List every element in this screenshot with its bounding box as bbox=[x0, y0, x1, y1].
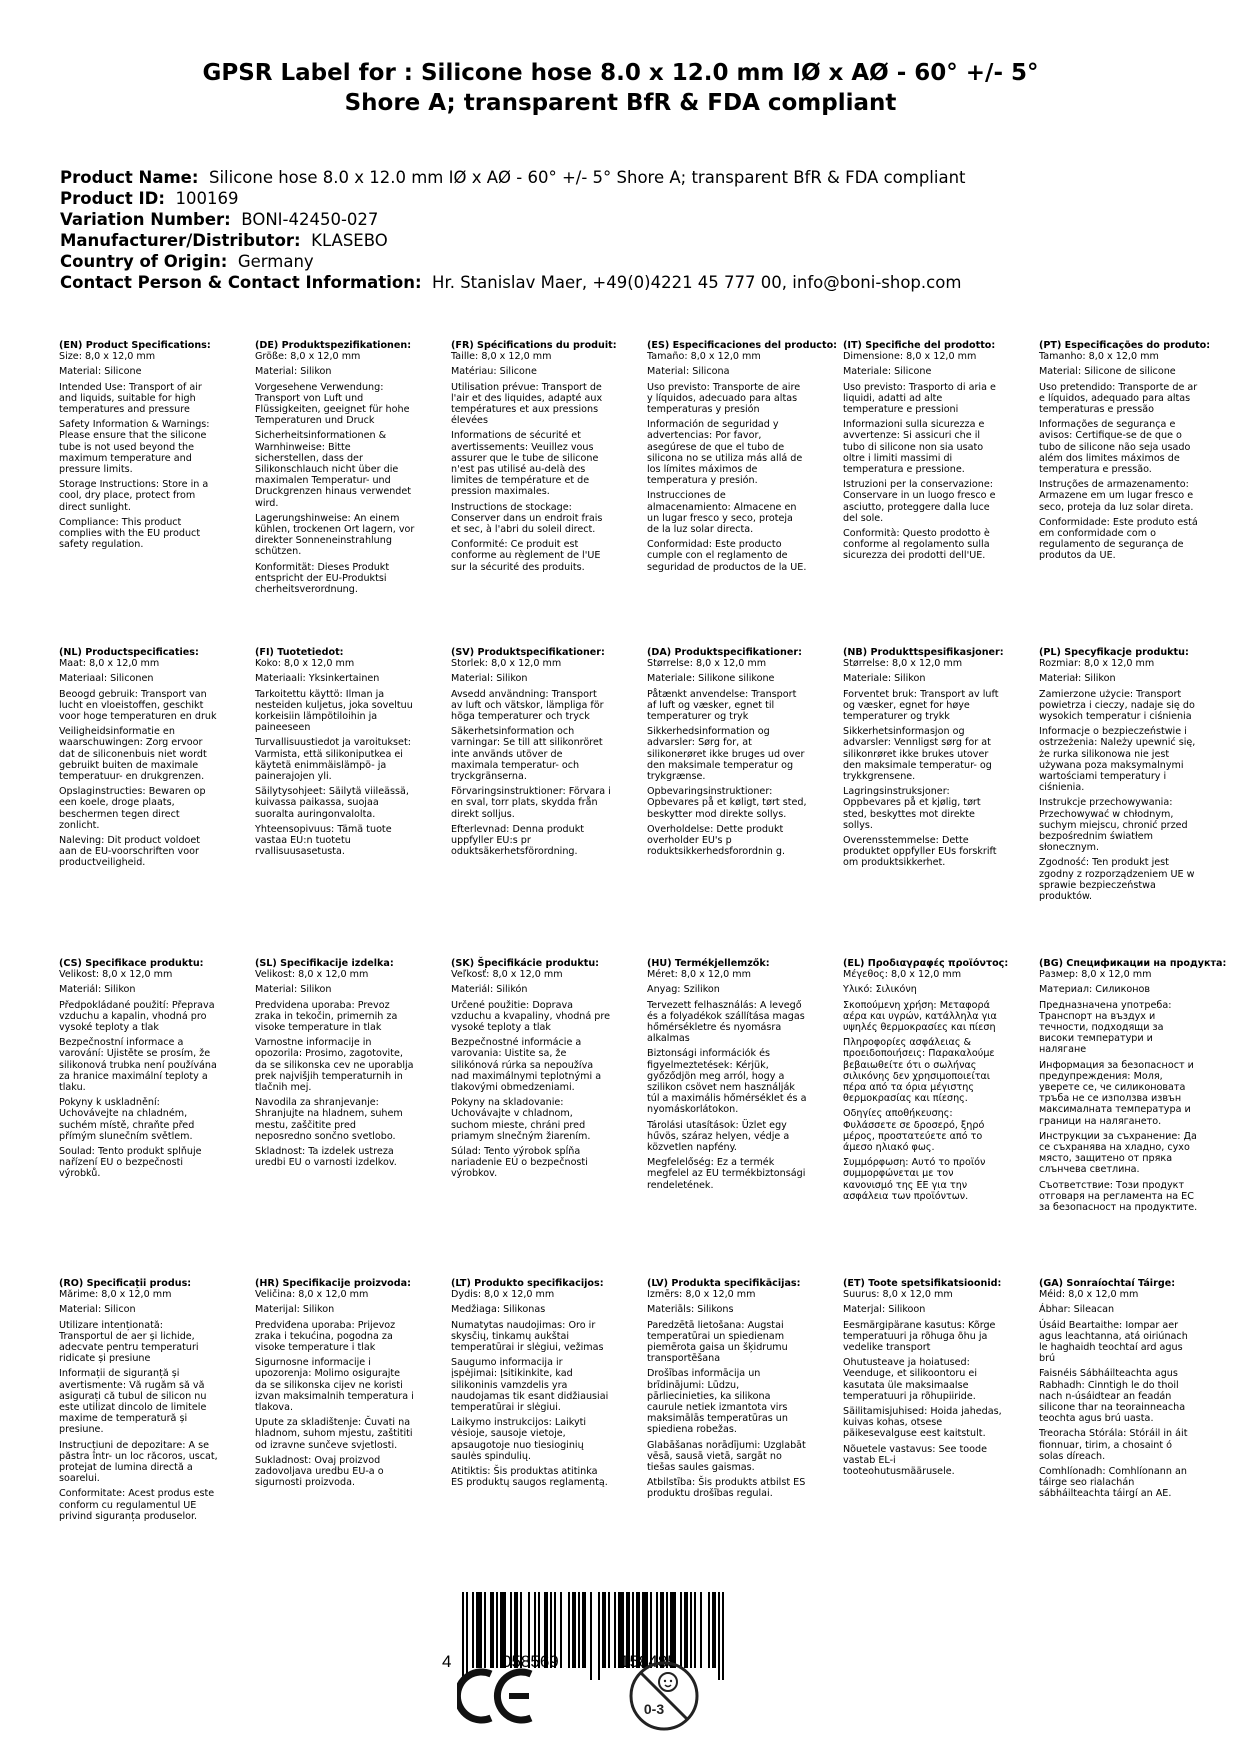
spec-paragraph: Materiāls: Silikons bbox=[647, 1304, 734, 1316]
spec-paragraph: Material: Silicon bbox=[59, 1304, 136, 1316]
spec-block bbox=[59, 958, 219, 1184]
spec-paragraph: Materiał: Silikon bbox=[1039, 673, 1116, 685]
spec-paragraph: Yhteensopivuus: Tämä tuote vastaa EU:n tuotetu rvallisuusasetusta. bbox=[255, 823, 392, 858]
spec-paragraph: Lagringsinstruksjoner: Oppbevares på et kjølig, tørt sted, beskyttes mot direkte sollys. bbox=[843, 786, 981, 831]
spec-paragraph: Materiál: Silikón bbox=[451, 984, 528, 996]
spec-heading: (HR) Specifikacije proizvoda: bbox=[255, 1278, 411, 1289]
ce-mark-svg bbox=[457, 1666, 537, 1726]
spec-paragraph: Saugumo informacija ir įspėjimai: Įsitikinkite, kad silikoninis vamzdelis yra naudojamas tik esant didžiausiai temperatūrai ir slėgiui. bbox=[451, 1357, 609, 1414]
spec-paragraph: Pokyny k uskladnění: Uchovávejte na chladném, suchém místě, chraňte před přímým slunečním světlem. bbox=[59, 1097, 195, 1142]
spec-paragraph: Material: Silikon bbox=[451, 673, 528, 685]
barcode-bar bbox=[484, 1592, 486, 1668]
spec-paragraph: Tamaño: 8,0 x 12,0 mm bbox=[647, 351, 761, 363]
spec-paragraph: Bezpečnostní informace a varování: Ujistěte se prosím, že silikonová trubka není používána za hranice maximální teploty a tlaku. bbox=[59, 1037, 217, 1094]
spec-paragraph: Izmērs: 8,0 x 12,0 mm bbox=[647, 1289, 756, 1301]
spec-paragraph: Materiale: Silikone silikone bbox=[647, 673, 775, 685]
spec-heading: (ET) Toote spetsifikatsioonid: bbox=[843, 1278, 1002, 1289]
age-warning-icon bbox=[628, 1660, 700, 1732]
spec-paragraph: Maat: 8,0 x 12,0 mm bbox=[59, 658, 160, 670]
spec-block bbox=[647, 647, 807, 861]
spec-paragraph: Материал: Силиконов bbox=[1039, 984, 1151, 996]
spec-paragraph: Materiale: Silikon bbox=[843, 673, 926, 685]
spec-paragraph: Instructions de stockage: Conserver dans un endroit frais et sec, à l'abri du soleil direct. bbox=[451, 501, 603, 536]
spec-paragraph: Eesmärgipärane kasutus: Kõrge temperatuuri ja rõhuga õhu ja vedelike transport bbox=[843, 1319, 996, 1354]
spec-paragraph: Informacje o bezpieczeństwie i ostrzeżenia: Należy upewnić się, że rurka silikonowa nie jest używana poza maksymalnymi wartościami temperatury i ciśnienia. bbox=[1039, 726, 1196, 794]
spec-paragraph: Информация за безопасност и предупреждения: Моля, уверете се, че силиконовата тръба не се използва извън максималната температура и граници на налягането. bbox=[1039, 1059, 1194, 1127]
spec-paragraph: Materjal: Silikoon bbox=[843, 1304, 926, 1316]
spec-block bbox=[647, 340, 838, 577]
spec-block bbox=[255, 1278, 415, 1492]
spec-paragraph: Súlad: Tento výrobok spĺňa nariadenie EÚ o bezpečnosti výrobkov. bbox=[451, 1146, 588, 1180]
spec-paragraph: Forventet bruk: Transport av luft og væsker, egnet for høye temperaturer og trykk bbox=[843, 688, 999, 723]
spec-paragraph: Vorgesehene Verwendung: Transport von Luft und Flüssigkeiten, geeignet für hohe Temperaturen und Druck bbox=[255, 381, 410, 427]
spec-paragraph: Utilisation prévue: Transport de l'air et des liquides, adapté aux températures et aux pressions élevées bbox=[451, 381, 603, 427]
spec-heading: (HU) Termékjellemzők: bbox=[647, 958, 770, 969]
spec-heading: (EL) Προδιαγραφές προϊόντος: bbox=[843, 958, 1009, 969]
spec-paragraph: Předpokládané použití: Přeprava vzduchu a kapalin, vhodná pro vysoké teploty a tlak bbox=[59, 999, 215, 1034]
spec-paragraph: Avsedd användning: Transport av luft och vätskor, lämpliga för höga temperaturer och tryck bbox=[451, 688, 604, 723]
spec-paragraph: Πληροφορίες ασφάλειας & προειδοποιήσεις: Παρακαλούμε βεβαιωθείτε ότι ο σωλήνας σιλικόνης δεν χρησιμοποιείται πέρα από τα όρια μέγιστης θερμοκρασίας και πίεσης. bbox=[843, 1037, 995, 1105]
barcode-bar bbox=[572, 1592, 576, 1668]
spec-paragraph: Tamanho: 8,0 x 12,0 mm bbox=[1039, 351, 1159, 363]
spec-paragraph: Comhlíonadh: Comhlíonann an táirge seo rialachán sábháilteachta táirgí an AE. bbox=[1039, 1466, 1187, 1500]
spec-block bbox=[647, 958, 807, 1195]
spec-paragraph: Zamierzone użycie: Transport powietrza i cieczy, nadaje się do wysokich temperatur i ciśnienia bbox=[1039, 688, 1195, 723]
contact-row: Contact Person & Contact Information: Hr. Stanislav Maer, +49(0)4221 45 777 00, info@boni-shop.com bbox=[60, 273, 962, 292]
spec-paragraph: Υλικό: Σιλικόνη bbox=[843, 984, 917, 996]
barcode-bar bbox=[602, 1592, 606, 1668]
variation-number-row: Variation Number: BONI-42450-027 bbox=[60, 210, 379, 229]
spec-block bbox=[451, 647, 611, 861]
spec-paragraph: Οδηγίες αποθήκευσης: Φυλάσσετε σε δροσερό, ξηρό μέρος, προστατεύετε από το άμεσο ηλιακό φως. bbox=[843, 1108, 985, 1154]
spec-block bbox=[647, 1278, 807, 1504]
spec-heading: (NB) Produkttspesifikasjoner: bbox=[843, 647, 1004, 658]
spec-paragraph: Materiaal: Siliconen bbox=[59, 673, 154, 685]
barcode-bar bbox=[598, 1592, 600, 1680]
barcode-bar bbox=[712, 1592, 716, 1668]
spec-paragraph: Veiligheidsinformatie en waarschuwingen: Zorg ervoor dat de siliconenbuis niet wordt gebruikt buiten de maximale temperatuur- en drukgrenzen. bbox=[59, 726, 207, 783]
spec-block bbox=[1039, 958, 1227, 1217]
spec-paragraph: Materiál: Silikon bbox=[59, 984, 136, 996]
product-name-row: Product Name: Silicone hose 8.0 x 12.0 mm IØ x AØ - 60° +/- 5° Shore A; transparent BfR & FDA compliant bbox=[60, 168, 966, 187]
spec-paragraph: Información de seguridad y advertencias: Por favor, asegúrese de que el tubo de silicona no se utiliza más allá de los límites máximos de temperatura y presión. bbox=[647, 419, 803, 487]
spec-paragraph: Съответствие: Този продукт отговаря на регламента на ЕС за безопасност на продуктите. bbox=[1039, 1179, 1198, 1214]
spec-block bbox=[843, 340, 1003, 566]
spec-paragraph: Tervezett felhasználás: A levegő és a folyadékok szállítása magas hőmérsékletre és nyomásra alkalmas bbox=[647, 999, 805, 1045]
spec-paragraph: Size: 8,0 x 12,0 mm bbox=[59, 351, 156, 363]
spec-paragraph: Anyag: Szilikon bbox=[647, 984, 720, 996]
barcode-bar bbox=[614, 1592, 616, 1668]
spec-paragraph: Størrelse: 8,0 x 12,0 mm bbox=[843, 658, 963, 670]
barcode-bar bbox=[496, 1592, 498, 1668]
spec-paragraph: Taille: 8,0 x 12,0 mm bbox=[451, 351, 552, 363]
spec-block bbox=[59, 1278, 219, 1526]
ce-mark-icon bbox=[457, 1666, 537, 1726]
spec-paragraph: Размер: 8,0 x 12,0 mm bbox=[1039, 969, 1152, 981]
spec-block bbox=[59, 340, 219, 554]
spec-heading: (PL) Specyfikacje produktu: bbox=[1039, 647, 1189, 658]
spec-paragraph: Atbilstība: Šis produkts atbilst ES produktu drošības regulai. bbox=[647, 1477, 806, 1500]
barcode-bar bbox=[608, 1592, 610, 1668]
spec-block bbox=[843, 958, 1009, 1206]
spec-paragraph: Méret: 8,0 x 12,0 mm bbox=[647, 969, 751, 981]
spec-paragraph: Instruções de armazenamento: Armazene em um lugar fresco e seco, proteja da luz solar direta. bbox=[1039, 479, 1194, 513]
spec-paragraph: Uso previsto: Trasporto di aria e liquidi, adatti ad alte temperature e pressioni bbox=[843, 381, 996, 416]
spec-block bbox=[451, 958, 611, 1184]
spec-paragraph: Opbevaringsinstruktioner: Opbevares på et køligt, tørt sted, beskytter mod direkte sollys. bbox=[647, 786, 807, 820]
barcode-digit-prefix: 4 bbox=[442, 1652, 452, 1671]
spec-paragraph: Uso pretendido: Transporte de ar e líquidos, adequado para altas temperaturas e pressão bbox=[1039, 381, 1198, 416]
spec-paragraph: Säilitamisjuhised: Hoida jahedas, kuivas kohas, otsese päikesevalguse eest kaitstult. bbox=[843, 1406, 1002, 1440]
age-warning-svg bbox=[628, 1660, 700, 1732]
barcode-bar bbox=[490, 1592, 494, 1668]
spec-paragraph: Conformité: Ce produit est conforme au règlement de l'UE sur la sécurité des produits. bbox=[451, 539, 601, 573]
barcode-bar bbox=[684, 1592, 688, 1668]
spec-paragraph: Material: Silicona bbox=[647, 366, 730, 378]
spec-paragraph: Overholdelse: Dette produkt overholder EU's p roduktsikkerhedsforordnin g. bbox=[647, 823, 786, 858]
barcode-bar bbox=[560, 1592, 562, 1668]
spec-paragraph: Zgodność: Ten produkt jest zgodny z rozporządzeniem UE w sprawie bezpieczeństwa produktów. bbox=[1039, 857, 1195, 903]
spec-block bbox=[843, 1278, 1003, 1481]
barcode-bar bbox=[694, 1592, 696, 1668]
barcode-bar bbox=[590, 1592, 592, 1680]
spec-paragraph: Biztonsági információk és figyelmeztetések: Kérjük, győződjön meg arról, hogy a szilikon csövet nem használják túl a maximális hőmérséklet és a nyomáskorlátokon. bbox=[647, 1048, 807, 1116]
spec-paragraph: Konformität: Dieses Produkt entspricht der EU-Produktsi cherheitsverordnung. bbox=[255, 561, 390, 596]
spec-block bbox=[59, 647, 219, 873]
barcode-bar bbox=[578, 1592, 580, 1668]
spec-paragraph: Påtænkt anvendelse: Transport af luft og væsker, egnet til temperaturer og tryk bbox=[647, 688, 797, 723]
barcode-bar bbox=[568, 1592, 570, 1668]
spec-paragraph: Инструкции за съхранение: Да се съхранява на хладно, сухо място, защитено от пряка слънчева светлина. bbox=[1039, 1130, 1197, 1176]
barcode-bar bbox=[472, 1592, 474, 1668]
spec-paragraph: Skladnost: Ta izdelek ustreza uredbi EU o varnosti izdelkov. bbox=[255, 1146, 397, 1169]
spec-paragraph: Utilizare intenționată: Transportul de aer și lichide, adecvate pentru temperaturi ridicate și presiune bbox=[59, 1319, 199, 1365]
spec-paragraph: Storage Instructions: Store in a cool, dry place, protect from direct sunlight. bbox=[59, 479, 209, 513]
spec-paragraph: Beoogd gebruik: Transport van lucht en vloeistoffen, geschikt voor hoge temperaturen en druk bbox=[59, 688, 217, 723]
spec-paragraph: Compliance: This product complies with the EU product safety regulation. bbox=[59, 516, 201, 551]
spec-paragraph: Opslaginstructies: Bewaren op een koele, droge plaats, beschermen tegen direct zonlicht. bbox=[59, 786, 206, 831]
spec-paragraph: Veľkosť: 8,0 x 12,0 mm bbox=[451, 969, 563, 981]
spec-paragraph: Sicherheitsinformationen & Warnhinweise: Bitte sicherstellen, dass der Silikonschlauch nicht über die maximalen Temperatur- und Druckgrenzen hinaus verwendet wird. bbox=[255, 430, 412, 509]
spec-block bbox=[451, 340, 617, 577]
spec-heading: (FR) Spécifications du produit: bbox=[451, 340, 617, 351]
spec-paragraph: Veličina: 8,0 x 12,0 mm bbox=[255, 1289, 369, 1301]
spec-paragraph: Efterlevnad: Denna produkt uppfyller EU:s pr oduktsäkerhetsförordning. bbox=[451, 823, 585, 858]
product-info bbox=[60, 167, 1200, 293]
barcode-bar bbox=[690, 1592, 692, 1668]
spec-paragraph: Größe: 8,0 x 12,0 mm bbox=[255, 351, 361, 363]
spec-paragraph: Materiale: Silicone bbox=[843, 366, 932, 378]
spec-heading: (SL) Specifikacije izdelka: bbox=[255, 958, 394, 969]
spec-paragraph: Säilytysohjeet: Säilytä viileässä, kuivassa paikassa, suojaa suoralta auringonvalolta. bbox=[255, 786, 409, 820]
spec-paragraph: Úsáid Beartaithe: Iompar aer agus leachtanna, atá oiriúnach le haghaidh teochtaí ard agus brú bbox=[1039, 1319, 1188, 1365]
spec-heading: (SV) Produktspecifikationer: bbox=[451, 647, 605, 658]
spec-paragraph: Material: Silicone de silicone bbox=[1039, 366, 1176, 378]
spec-paragraph: Μέγεθος: 8,0 x 12,0 mm bbox=[843, 969, 962, 981]
spec-paragraph: Instrucțiuni de depozitare: A se păstra într- un loc răcoros, uscat, protejat de lumina directă a soarelui. bbox=[59, 1439, 218, 1485]
barcode-bar bbox=[718, 1592, 720, 1680]
spec-paragraph: Predvidena uporaba: Prevoz zraka in tekočin, primernih za visoke temperature in tlak bbox=[255, 999, 398, 1034]
spec-block bbox=[451, 1278, 611, 1492]
spec-paragraph: Suurus: 8,0 x 12,0 mm bbox=[843, 1289, 953, 1301]
spec-paragraph: Dimensione: 8,0 x 12,0 mm bbox=[843, 351, 977, 363]
spec-paragraph: Material: Silikon bbox=[255, 366, 332, 378]
spec-block bbox=[1039, 340, 1211, 566]
spec-block bbox=[255, 340, 415, 599]
spec-paragraph: Tárolási utasítások: Üzlet egy hűvös, száraz helyen, védje a közvetlen napfény. bbox=[647, 1119, 790, 1154]
spec-paragraph: Intended Use: Transport of air and liquids, suitable for high temperatures and pressure bbox=[59, 381, 202, 416]
age-range-label: 0-3 bbox=[643, 1701, 665, 1717]
spec-block bbox=[1039, 1278, 1199, 1504]
spec-heading: (LT) Produkto specifikacijos: bbox=[451, 1278, 604, 1289]
spec-block bbox=[255, 647, 415, 861]
spec-heading: (SK) Špecifikácie produktu: bbox=[451, 958, 600, 969]
spec-paragraph: Rozmiar: 8,0 x 12,0 mm bbox=[1039, 658, 1155, 670]
spec-paragraph: Conformidade: Este produto está em conformidade com o regulamento de segurança de produtos da UE. bbox=[1039, 516, 1198, 562]
spec-paragraph: Instrukcje przechowywania: Przechowywać w chłodnym, suchym miejscu, chronić przed bezpośrednim światłem słonecznym. bbox=[1039, 797, 1188, 854]
spec-paragraph: Sukladnost: Ovaj proizvod zadovoljava uredbu EU-a o sigurnosti proizvoda. bbox=[255, 1454, 384, 1489]
spec-paragraph: Nõuetele vastavus: See toode vastab EL-i tooteohutusmäärusele. bbox=[843, 1443, 987, 1478]
spec-paragraph: Megfelelőség: Ez a termék megfelel az EU termékbiztonsági rendeletének. bbox=[647, 1157, 806, 1191]
barcode-bar bbox=[476, 1592, 482, 1668]
spec-paragraph: Sikkerhetsinformasjon og advarsler: Vennligst sørg for at silikonrøret ikke brukes utover den maksimale temperatur- og trykkgrensene. bbox=[843, 726, 992, 783]
spec-paragraph: Mărime: 8,0 x 12,0 mm bbox=[59, 1289, 172, 1301]
spec-paragraph: Предназначена употреба: Транспорт на въздух и течности, подходящи за високи температури и налягане bbox=[1039, 999, 1172, 1056]
spec-block bbox=[255, 958, 415, 1172]
label-title bbox=[60, 58, 1181, 118]
spec-paragraph: Uso previsto: Transporte de aire y líquidos, adecuado para altas temperaturas y presión bbox=[647, 381, 801, 416]
spec-heading: (CS) Specifikace produktu: bbox=[59, 958, 204, 969]
spec-paragraph: Istruzioni per la conservazione: Conservare in un luogo fresco e asciutto, proteggere dalla luce del sole. bbox=[843, 479, 996, 524]
spec-paragraph: Safety Information & Warnings: Please ensure that the silicone tube is not used beyond the maximum temperature and pressure limits. bbox=[59, 419, 210, 476]
spec-paragraph: Overensstemmelse: Dette produktet oppfyller EUs forskrift om produktsikkerhet. bbox=[843, 835, 997, 869]
spec-paragraph: Sigurnosne informacije i upozorenja: Molimo osigurajte da se silikonska cijev ne koristi izvan maksimalnih temperatura i tlakova. bbox=[255, 1357, 414, 1414]
spec-paragraph: Størrelse: 8,0 x 12,0 mm bbox=[647, 658, 767, 670]
spec-paragraph: Instrucciones de almacenamiento: Almacene en un lugar fresco y seco, proteja de la luz solar directa. bbox=[647, 490, 797, 536]
spec-paragraph: Drošības informācija un brīdinājumi: Lūdzu, pārliecinieties, ka silikona caurule netiek izmantota virs maksimālās temperatūras un spiediena robežas. bbox=[647, 1368, 788, 1436]
spec-paragraph: Glabāšanas norādījumi: Uzglabāt vēsā, sausā vietā, sargāt no tiešas saules gaismas. bbox=[647, 1439, 806, 1474]
product-id-row: Product ID: 100169 bbox=[60, 189, 239, 208]
spec-paragraph: Velikost: 8,0 x 12,0 mm bbox=[255, 969, 369, 981]
barcode-digits-right: 158485 bbox=[620, 1652, 677, 1671]
spec-heading: (PT) Especificações do produto: bbox=[1039, 340, 1211, 351]
spec-paragraph: Koko: 8,0 x 12,0 mm bbox=[255, 658, 355, 670]
spec-paragraph: Materijal: Silikon bbox=[255, 1304, 335, 1316]
spec-heading: (EN) Product Specifications: bbox=[59, 340, 211, 351]
spec-paragraph: Určené použitie: Doprava vzduchu a kvapaliny, vhodná pre vysoké teploty a tlak bbox=[451, 999, 611, 1034]
spec-paragraph: Συμμόρφωση: Αυτό το προϊόν συμμορφώνεται με τον κανονισμό της ΕΕ για την ασφάλεια των προϊόντων. bbox=[843, 1157, 986, 1202]
spec-heading: (DE) Produktspezifikationen: bbox=[255, 340, 412, 351]
spec-paragraph: Conformidad: Este producto cumple con el reglamento de seguridad de productos de la UE. bbox=[647, 539, 807, 573]
country-of-origin-row: Country of Origin: Germany bbox=[60, 252, 314, 271]
spec-paragraph: Informações de segurança e avisos: Certifique-se de que o tubo de silicone não seja usado além dos limites máximos de temperatura e pressão. bbox=[1039, 419, 1191, 476]
spec-paragraph: Σκοπούμενη χρήση: Μεταφορά αέρα και υγρών, κατάλληλα για υψηλές θερμοκρασίες και πίεση bbox=[843, 999, 997, 1034]
spec-paragraph: Varnostne informacije in opozorila: Prosimo, zagotovite, da se silikonska cev ne uporablja prek najvišjih temperaturnih in tlačnih mej. bbox=[255, 1037, 414, 1094]
spec-paragraph: Paredzētā lietošana: Augstai temperatūrai un spiedienam piemērota gaisa un šķidrumu transportēšana bbox=[647, 1319, 788, 1365]
spec-paragraph: Tarkoitettu käyttö: Ilman ja nesteiden kuljetus, joka soveltuu korkeisiin lämpötiloihin ja paineeseen bbox=[255, 688, 413, 734]
barcode-bar bbox=[680, 1592, 682, 1668]
spec-paragraph: Matériau: Silicone bbox=[451, 366, 537, 378]
spec-paragraph: Förvaringsinstruktioner: Förvara i en sval, torr plats, skydda från direkt solljus. bbox=[451, 786, 611, 820]
spec-paragraph: Conformitate: Acest produs este conform cu regulamentul UE privind siguranța produselor. bbox=[59, 1488, 215, 1522]
spec-heading: (RO) Specificații produs: bbox=[59, 1278, 192, 1289]
spec-paragraph: Bezpečnostné informácie a varovania: Uistite sa, že silikónová rúrka sa nepoužíva nad maximálnymi teplotnými a tlakovými obmedzeniami. bbox=[451, 1037, 602, 1094]
spec-block bbox=[843, 647, 1003, 873]
spec-heading: (GA) Sonraíochtaí Táirge: bbox=[1039, 1278, 1176, 1289]
spec-paragraph: Storlek: 8,0 x 12,0 mm bbox=[451, 658, 562, 670]
spec-paragraph: Soulad: Tento produkt splňuje nařízení EU o bezpečnosti výrobků. bbox=[59, 1146, 202, 1180]
spec-block bbox=[1039, 647, 1199, 906]
spec-paragraph: Navodila za shranjevanje: Shranjujte na hladnem, suhem mestu, zaščitite pred neposredno sončno svetlobo. bbox=[255, 1097, 403, 1142]
spec-heading: (DA) Produktspecifikationer: bbox=[647, 647, 802, 658]
spec-paragraph: Informazioni sulla sicurezza e avvertenze: Si assicuri che il tubo di silicone non sia usato oltre i limiti massimi di temperatura e pressione. bbox=[843, 419, 985, 476]
spec-heading: (NL) Productspecificaties: bbox=[59, 647, 199, 658]
spec-paragraph: Dydis: 8,0 x 12,0 mm bbox=[451, 1289, 555, 1301]
spec-paragraph: Numatytas naudojimas: Oro ir skysčių, tinkamų aukštai temperatūrai ir slėgiui, vežimas bbox=[451, 1319, 604, 1354]
spec-paragraph: Sikkerhedsinformation og advarsler: Sørg for, at silikonerøret ikke bruges ud over den maksimale temperatur og trykgrænse. bbox=[647, 726, 805, 783]
spec-heading: (ES) Especificaciones del producto: bbox=[647, 340, 838, 351]
spec-paragraph: Faisnéis Sábháilteachta agus Rabhadh: Cinntigh le do thoil nach n-úsáidtear an feadán silicone thar na teorainneacha teochta agus brú uasta. bbox=[1039, 1368, 1186, 1425]
spec-paragraph: Predviđena uporaba: Prijevoz zraka i tekućina, pogodna za visoke temperature i tlak bbox=[255, 1319, 396, 1354]
spec-paragraph: Upute za skladištenje: Čuvati na hladnom, suhom mjestu, zaštititi od izravne sunčeve svjetlosti. bbox=[255, 1417, 413, 1451]
spec-heading: (LV) Produkta specifikācijas: bbox=[647, 1278, 801, 1289]
spec-heading: (BG) Спецификации на продукта: bbox=[1039, 958, 1227, 969]
spec-paragraph: Materiaali: Yksinkertainen bbox=[255, 673, 380, 685]
barcode-bar bbox=[722, 1592, 724, 1680]
barcode-bar bbox=[700, 1592, 702, 1668]
spec-paragraph: Informations de sécurité et avertissements: Veuillez vous assurer que le tube de silicone n'est pas utilisé au-delà des limites de température et de pression maximales. bbox=[451, 430, 599, 498]
spec-paragraph: Pokyny na skladovanie: Uchovávajte v chladnom, suchom mieste, chráni pred priamym slnečným žiarením. bbox=[451, 1097, 591, 1142]
spec-paragraph: Ohutusteave ja hoiatused: Veenduge, et silikoontoru ei kasutata üle maksimaalse temperatuuri ja rõhupiiride. bbox=[843, 1357, 977, 1402]
spec-paragraph: Méid: 8,0 x 12,0 mm bbox=[1039, 1289, 1139, 1301]
spec-paragraph: Medžiaga: Silikonas bbox=[451, 1304, 546, 1316]
spec-paragraph: Atitiktis: Šis produktas atitinka ES produktų saugos reglamentą. bbox=[451, 1466, 608, 1489]
manufacturer-row: Manufacturer/Distributor: KLASEBO bbox=[60, 231, 388, 250]
spec-paragraph: Material: Silikon bbox=[255, 984, 332, 996]
spec-paragraph: Material: Silicone bbox=[59, 366, 142, 378]
barcode-bar bbox=[582, 1592, 586, 1668]
spec-heading: (FI) Tuotetiedot: bbox=[255, 647, 344, 658]
spec-paragraph: Turvallisuustiedot ja varoitukset: Varmista, että silikoniputkea ei käytetä enimmäislämpö- ja painerajojen yli. bbox=[255, 737, 411, 783]
spec-paragraph: Treoracha Stórála: Stóráil in áit fionnuar, tirim, a chosaint ó solas díreach. bbox=[1039, 1428, 1188, 1462]
spec-paragraph: Conformità: Questo prodotto è conforme al regolamento sulla sicurezza dei prodotti dell'UE. bbox=[843, 528, 990, 562]
spec-paragraph: Säkerhetsinformation och varningar: Se till att silikonröret inte används utöver de maximala temperatur- och tryckgränserna. bbox=[451, 726, 603, 783]
title-line-1: GPSR Label for : Silicone hose 8.0 x 12.0 mm IØ x AØ - 60° +/- 5° bbox=[202, 60, 1039, 86]
spec-paragraph: Ábhar: Sileacan bbox=[1039, 1304, 1115, 1316]
spec-heading: (IT) Specifiche del prodotto: bbox=[843, 340, 996, 351]
spec-paragraph: Naleving: Dit product voldoet aan de EU-voorschriften voor productveiligheid. bbox=[59, 835, 201, 869]
barcode-bar bbox=[708, 1592, 710, 1668]
spec-paragraph: Laikymo instrukcijos: Laikyti vėsioje, sausoje vietoje, apsaugotoje nuo tiesioginių saulės spindulių. bbox=[451, 1417, 587, 1462]
barcode-digits-left: 058569 bbox=[502, 1652, 559, 1671]
spec-paragraph: Velikost: 8,0 x 12,0 mm bbox=[59, 969, 173, 981]
title-line-2: Shore A; transparent BfR & FDA compliant bbox=[344, 90, 897, 116]
spec-paragraph: Lagerungshinweise: An einem kühlen, trockenen Ort lagern, vor direkter Sonneneinstrahlung schützen. bbox=[255, 512, 415, 558]
spec-paragraph: Informații de siguranță și avertismente: Vă rugăm să vă asigurați că tubul de silicon nu este utilizat dincolo de limitele maxime de temperatură și presiune. bbox=[59, 1368, 207, 1436]
